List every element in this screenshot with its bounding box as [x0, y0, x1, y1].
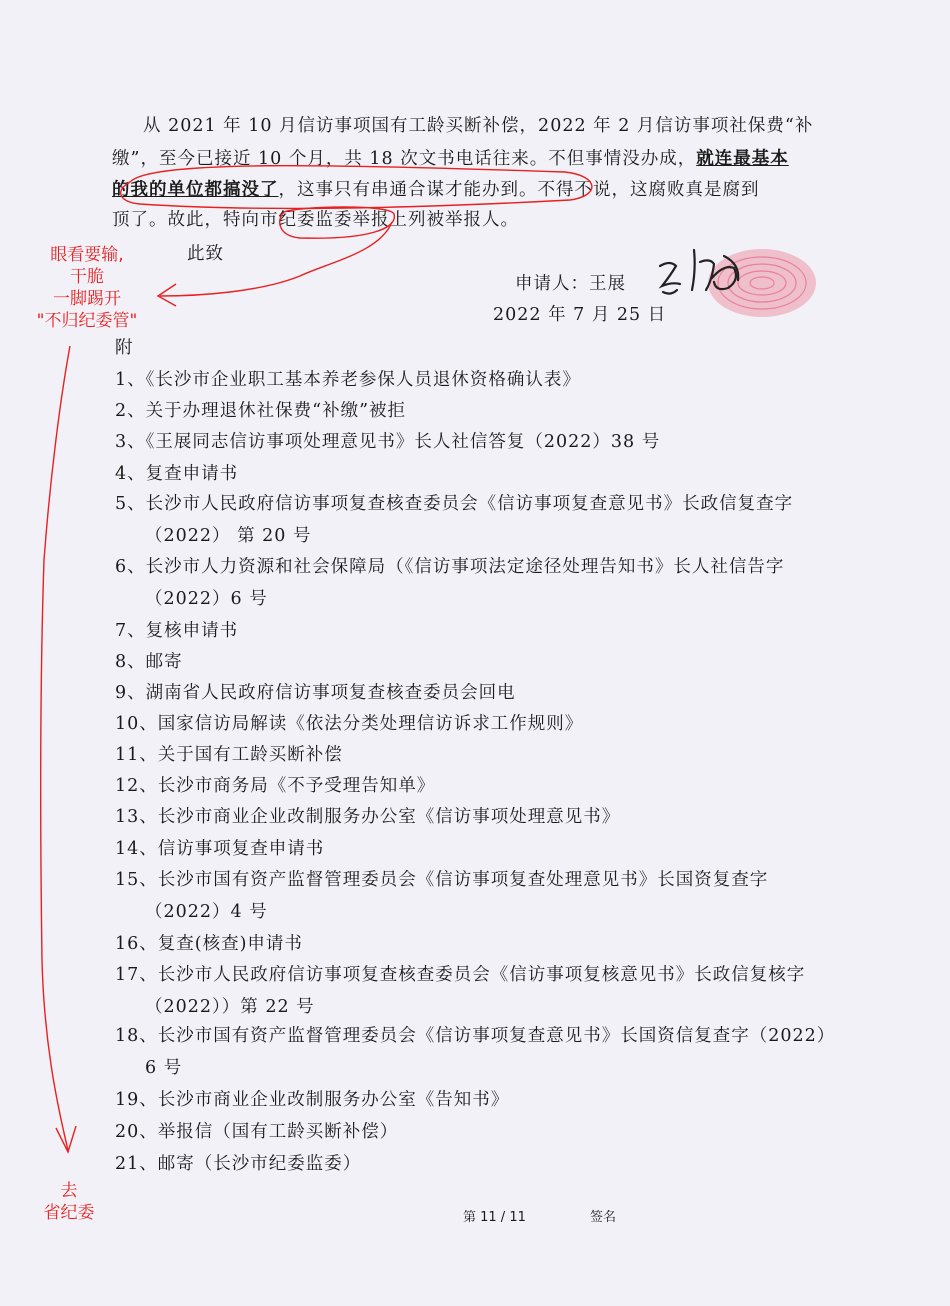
attachment-item: 3、《王展同志信访事项处理意见书》长人社信答复（2022）38 号 [115, 432, 661, 452]
body-line-2-text: 缴”，至今已接近 10 个月，共 18 次文书电话往来。不但事情没办成， [112, 149, 697, 169]
attachment-item: 2、关于办理退休社保费“补缴”被拒 [115, 401, 407, 421]
closing: 此致 [187, 244, 224, 264]
fingerprint-icon [708, 249, 816, 317]
annotation-line: "不归纪委管" [36, 311, 138, 331]
bold-segment-2: 的我的单位都搞没了 [112, 180, 279, 200]
highlight-oval-commission [280, 207, 395, 238]
sign-label: 签名 [590, 1210, 617, 1225]
body-line-3-text: ，这事只有串通合谋才能办到。不得不说，这腐败真是腐到 [278, 180, 760, 200]
attachment-item-cont: 6 号 [145, 1058, 183, 1078]
attachment-item: 11、关于国有工龄买断补偿 [115, 745, 343, 765]
date: 2022 年 7 月 25 日 [493, 305, 667, 325]
highlight-oval [121, 166, 592, 209]
annotation-line: 一脚踢开 [53, 289, 121, 309]
attachment-item: 14、信访事项复查申请书 [115, 839, 325, 859]
attachment-item: 6、长沙市人力资源和社会保障局（《信访事项法定途径处理告知书》长人社信告字 [115, 557, 785, 577]
attachment-item: 12、长沙市商务局《不予受理告知单》 [115, 776, 436, 796]
arrow-head-icon [158, 284, 176, 306]
attachment-item: 7、复核申请书 [115, 621, 239, 641]
attachment-item: 13、长沙市商业企业改制服务办公室《信访事项处理意见书》 [115, 807, 621, 827]
attachment-item: 19、长沙市商业企业改制服务办公室《告知书》 [115, 1090, 510, 1110]
attachment-item-cont: （2022）4 号 [145, 902, 268, 922]
attachment-item-cont: （2022）6 号 [145, 589, 268, 609]
attachment-item: 17、长沙市人民政府信访事项复查核查委员会《信访事项复核意见书》长政信复核字 [115, 965, 806, 985]
annotation-line: 省纪委 [43, 1203, 95, 1223]
attachment-item: 16、复查(核查)申请书 [115, 934, 303, 954]
page-number: 第 11 / 11 [463, 1210, 526, 1225]
arrow-line-vertical [41, 346, 70, 1150]
annotation-line: 眼看要输, [50, 245, 124, 265]
attachment-item: 9、湖南省人民政府信访事项复查核查委员会回电 [115, 683, 516, 703]
body-line-1: 从 2021 年 10 月信访事项国有工龄买断补偿，2022 年 2 月信访事项社保费“补 [143, 116, 814, 136]
attachment-item: 18、长沙市国有资产监督管理委员会《信访事项复查意见书》长国资信复查字（2022） [115, 1026, 836, 1046]
annotation-line: 干脆 [70, 267, 104, 287]
annotation-line: 去 [60, 1181, 78, 1201]
attachment-item: 5、长沙市人民政府信访事项复查核查委员会《信访事项复查意见书》长政信复查字 [115, 494, 794, 514]
bold-segment-1: 就连最基本 [696, 149, 789, 169]
applicant: 申请人：王展 [515, 274, 626, 294]
attachment-item: 1、《长沙市企业职工基本养老参保人员退休资格确认表》 [115, 370, 581, 390]
attachment-item: 20、举报信（国有工龄买断补偿） [115, 1122, 399, 1142]
attachment-item-cont: （2022） 第 20 号 [145, 526, 312, 546]
body-line-4: 顶了。故此，特向市纪委监委举报上列被举报人。 [112, 210, 519, 230]
attachment-item: 15、长沙市国有资产监督管理委员会《信访事项复查处理意见书》长国资复查字 [115, 870, 769, 890]
attachment-item: 4、复查申请书 [115, 464, 239, 484]
attachment-item: 10、国家信访局解读《依法分类处理信访诉求工作规则》 [115, 714, 584, 734]
attachment-item: 21、邮寄（长沙市纪委监委） [115, 1154, 362, 1174]
arrow-line [160, 222, 392, 296]
attachment-item: 8、邮寄 [115, 652, 183, 672]
attachment-item-cont: （2022））第 22 号 [145, 997, 315, 1017]
attachment-header: 附 [115, 338, 133, 358]
